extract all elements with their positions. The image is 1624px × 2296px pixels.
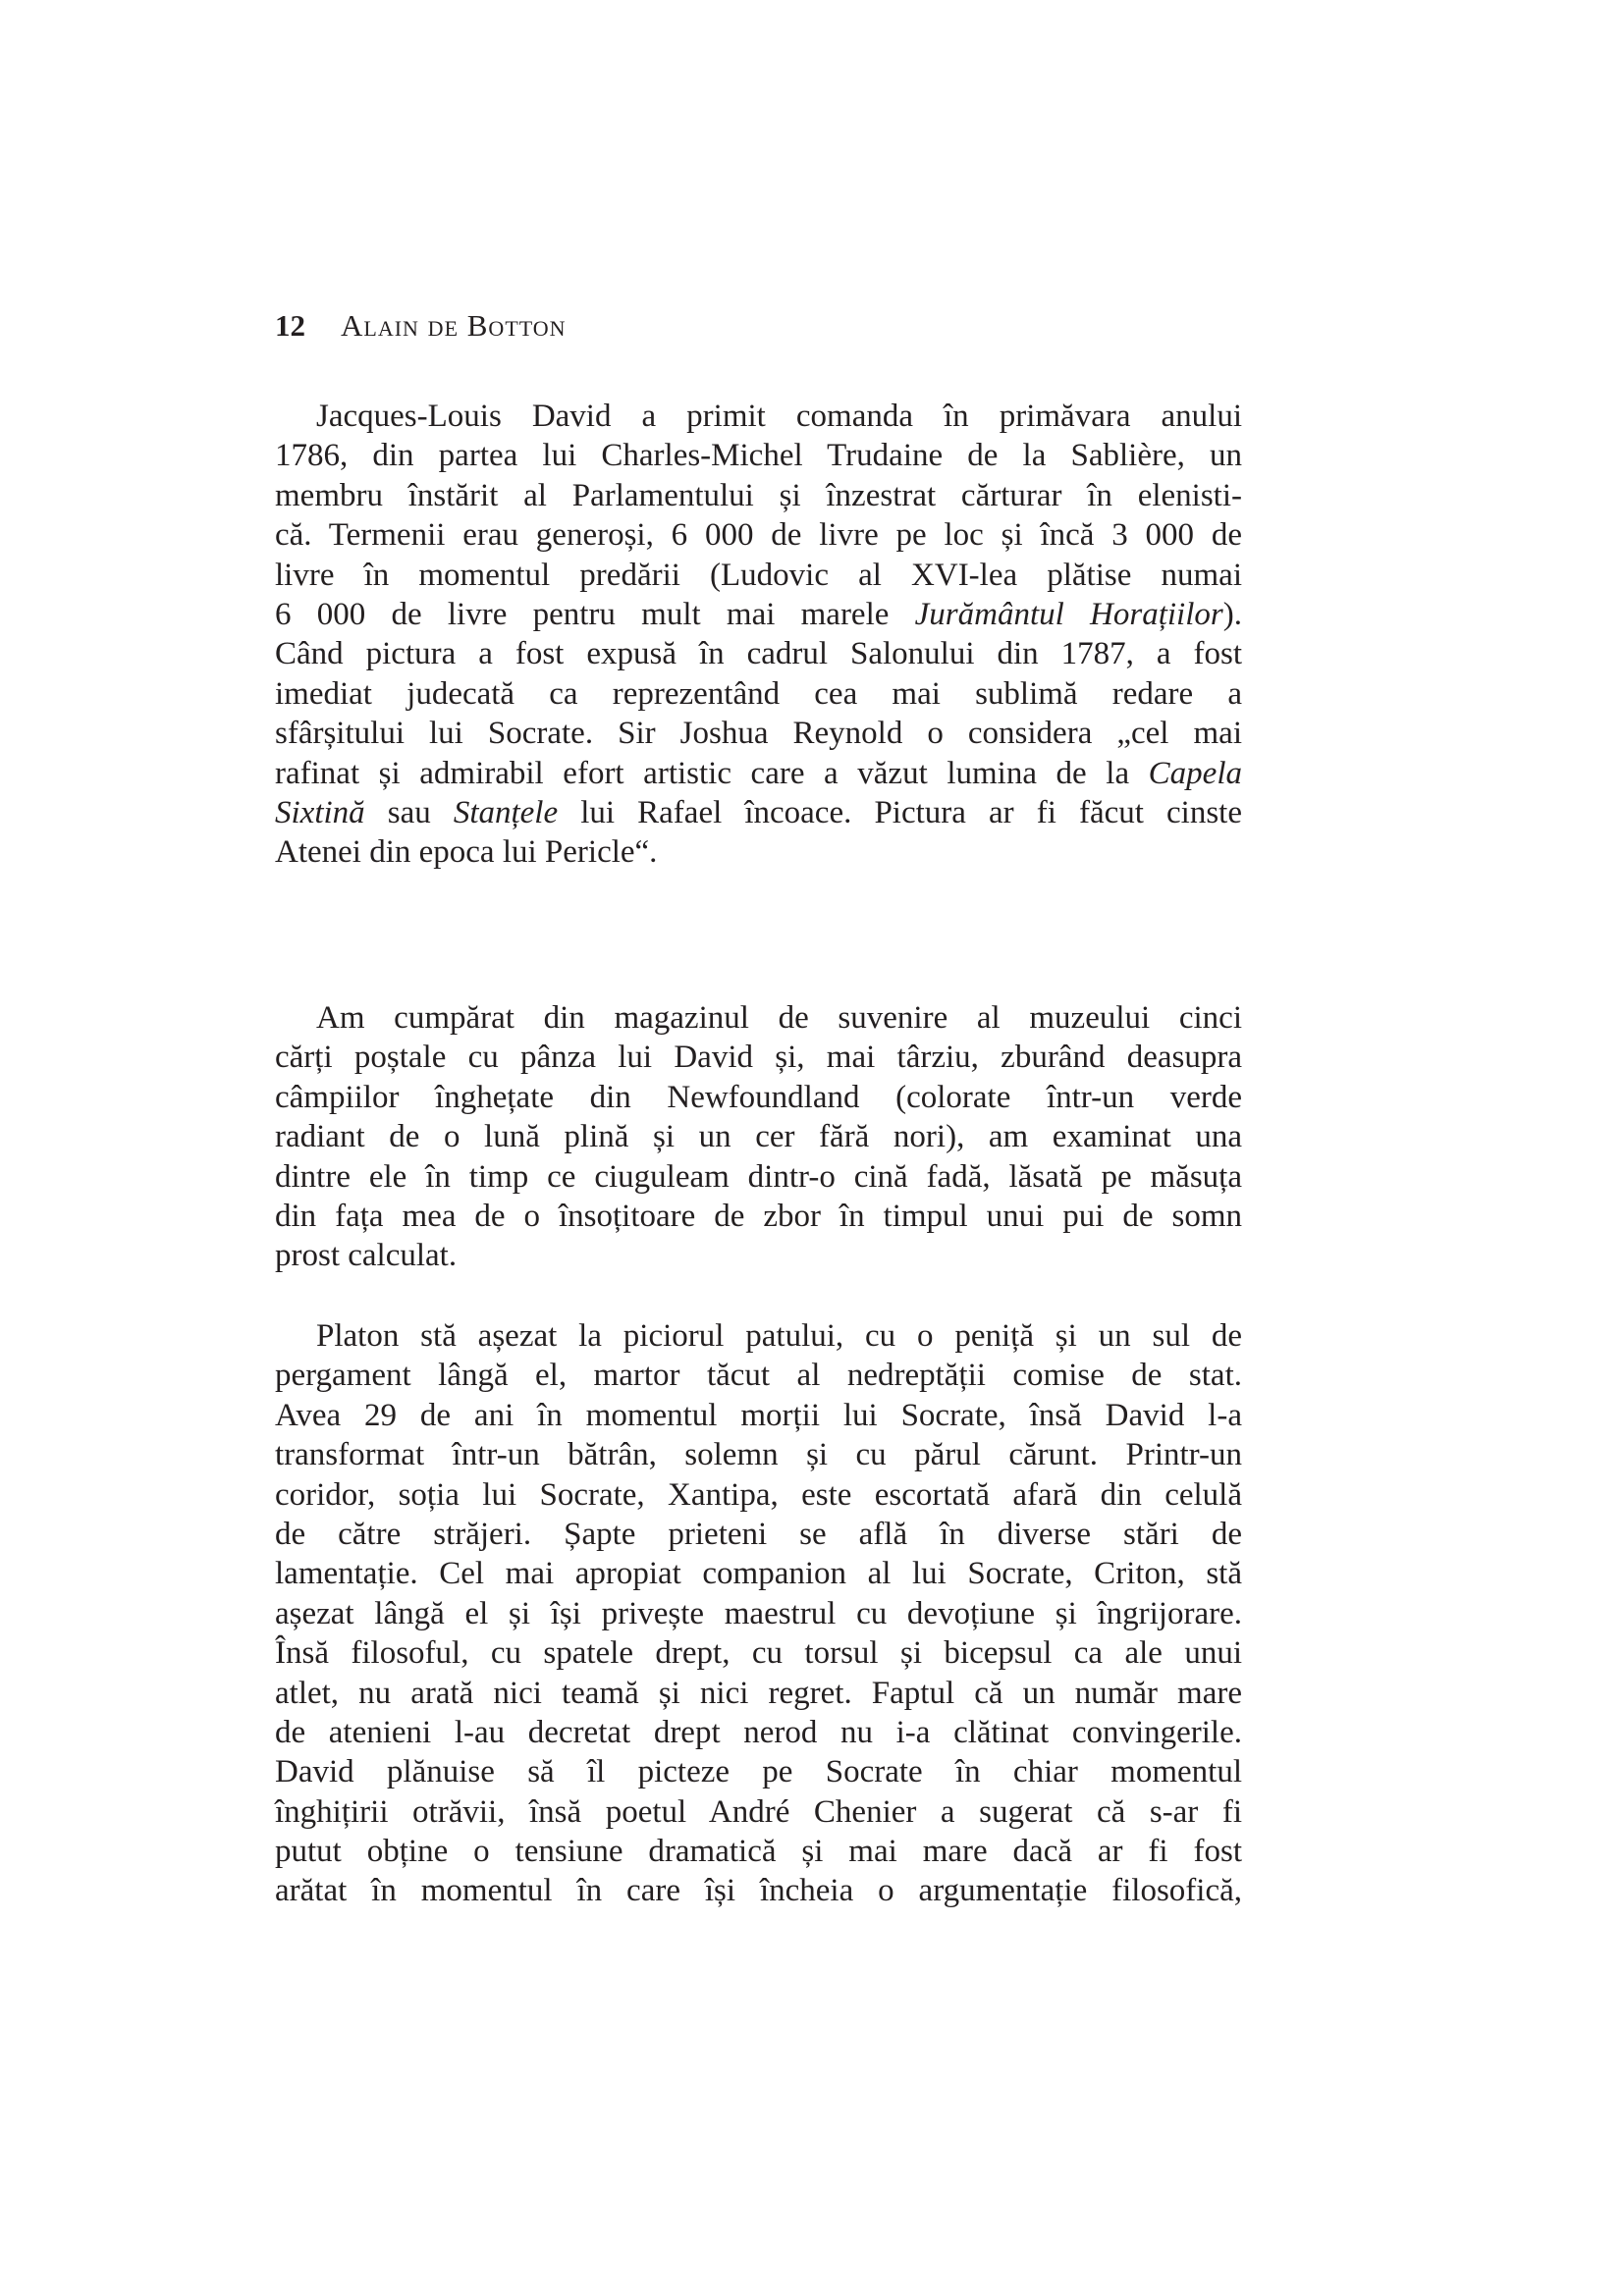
text-line: Jacques-Louis David a primit comanda în primăvara anului (316, 399, 1242, 434)
text-line: David plănuise să îl picteze pe Socrate în chiar momentul (275, 1754, 1242, 1790)
text-line: coridor, soția lui Socrate, Xantipa, este escortată afară din celulă (275, 1476, 1242, 1513)
italic-title: Sixtină (275, 794, 365, 830)
author-name: Alain de Botton (341, 308, 567, 343)
text-line: Atenei din epoca lui Pericle“. (275, 834, 658, 871)
text-line: dintre ele în timp ce ciuguleam dintr-o cină fadă, lăsată pe măsuța (275, 1158, 1242, 1195)
text-line: atlet, nu arată nici teamă și nici regret. Faptul că un număr mare (275, 1675, 1242, 1711)
italic-title: Capela (1148, 755, 1242, 791)
text-line: sfârșitului lui Socrate. Sir Joshua Reynold o considera „cel mai (275, 716, 1242, 752)
italic-title: Jurământul Horațiilor (914, 596, 1223, 632)
running-head (275, 306, 567, 346)
text-line: Platon stă așezat la piciorul patului, cu o peniță și un sul de (316, 1318, 1242, 1354)
page-number: 12 (275, 308, 305, 343)
text-line: arătat în momentul în care își încheia o argumentație filosofică, (275, 1873, 1242, 1909)
text-line: lamentație. Cel mai apropiat companion al lui Socrate, Criton, stă (275, 1556, 1242, 1592)
text-line: Avea 29 de ani în momentul morții lui Socrate, însă David l-a (275, 1397, 1242, 1433)
paragraph-1 (275, 397, 1242, 873)
text-line: 6 000 de livre pentru mult mai marele Jurământul Horațiilor). (275, 596, 1242, 632)
text-line: Am cumpărat din magazinul de suvenire al muzeului cinci (316, 1000, 1242, 1036)
paragraph-3 (275, 1316, 1242, 1911)
text-line: prost calculat. (275, 1238, 458, 1274)
text-line: Sixtină sau Stanțele lui Rafael încoace. Pictura ar fi făcut cinste (275, 794, 1242, 830)
text-line: putut obține o tensiune dramatică și mai mare dacă ar fi fost (275, 1834, 1242, 1870)
text-line: imediat judecată ca reprezentând cea mai sublimă redare a (275, 675, 1242, 712)
text-line: că. Termenii erau generoși, 6 000 de livre pe loc și încă 3 000 de (275, 517, 1242, 554)
text-line: Când pictura a fost expusă în cadrul Salonului din 1787, a fost (275, 636, 1242, 672)
paragraph-2 (275, 998, 1242, 1276)
text-line: transformat într-un bătrân, solemn și cu părul cărunt. Printr-un (275, 1437, 1242, 1473)
text-line: de către străjeri. Șapte prieteni se află în diverse stări de (275, 1516, 1242, 1552)
text-line: Însă filosoful, cu spatele drept, cu torsul și bicepsul ca ale unui (275, 1635, 1242, 1672)
text-line: 1786, din partea lui Charles-Michel Trudaine de la Sablière, un (275, 438, 1242, 474)
text-line: rafinat și admirabil efort artistic care a văzut lumina de la Capela (275, 755, 1242, 791)
text-line: cărți poștale cu pânza lui David și, mai târziu, zburând deasupra (275, 1040, 1242, 1076)
text-line: membru înstărit al Parlamentului și înzestrat cărturar în elenisti- (275, 477, 1242, 513)
text-line: din fața mea de o însoțitoare de zbor în timpul unui pui de somn (275, 1198, 1242, 1234)
text-line: câmpiilor înghețate din Newfoundland (colorate într-un verde (275, 1079, 1242, 1115)
text-line: livre în momentul predării (Ludovic al XVI-lea plătise numai (275, 557, 1242, 593)
text-line: înghițirii otrăvii, însă poetul André Chenier a sugerat că s-ar fi (275, 1793, 1242, 1830)
text-line: pergament lângă el, martor tăcut al nedreptății comise de stat. (275, 1358, 1242, 1394)
italic-title: Stanțele (453, 794, 559, 830)
text-line: așezat lângă el și își privește maestrul cu devoțiune și îngrijorare. (275, 1595, 1242, 1631)
text-line: de atenieni l-au decretat drept nerod nu i-a clătinat convingerile. (275, 1714, 1242, 1750)
text-line: radiant de o lună plină și un cer fără nori), am examinat una (275, 1119, 1242, 1155)
